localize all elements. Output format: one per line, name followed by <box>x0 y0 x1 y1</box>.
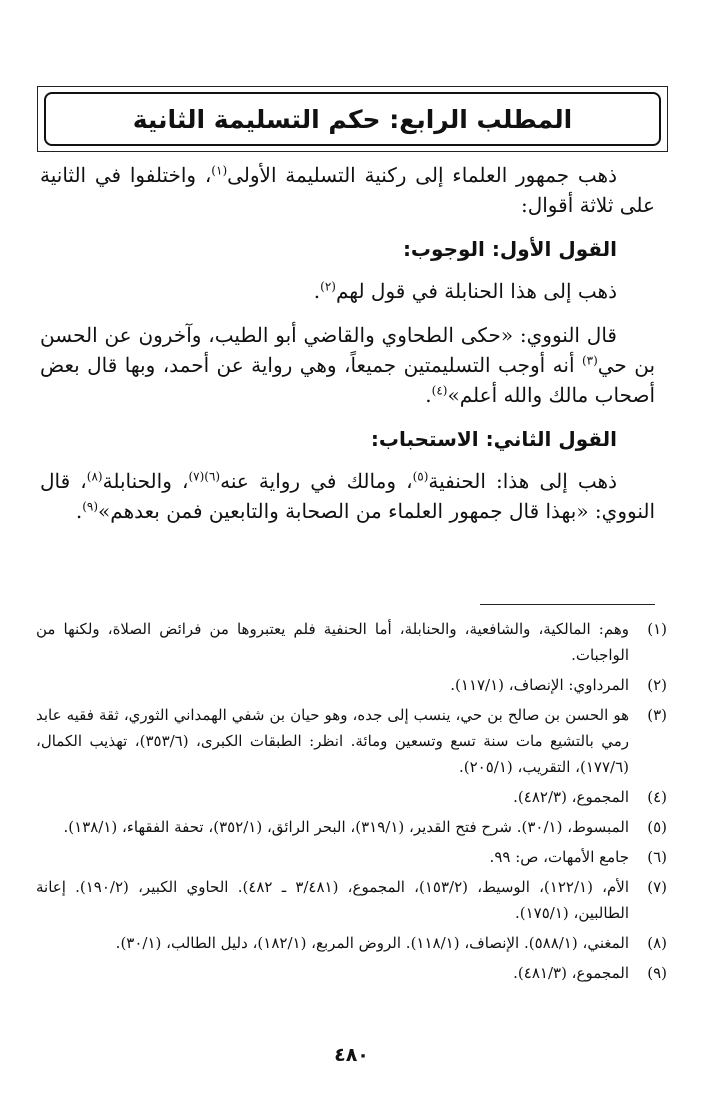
footnote-number: (٦) <box>647 848 667 866</box>
footnote-2 <box>36 672 667 698</box>
footnote-8 <box>36 930 667 956</box>
footnote-text: المرداوي: الإنصاف، (١١٧/١). <box>450 676 629 694</box>
footnote-9 <box>36 960 667 986</box>
footnote-ref-6[interactable]: (٦) <box>204 469 221 484</box>
footnote-number: (٣) <box>647 706 667 724</box>
footnote-ref-2[interactable]: (٢) <box>320 279 336 294</box>
section-title-box <box>44 92 661 146</box>
footnote-ref-1[interactable]: (١) <box>211 163 228 178</box>
footnote-number: (٥) <box>647 818 667 836</box>
footnote-text: المجموع، (٤٨٢/٣). <box>513 788 629 806</box>
footnote-ref-3[interactable]: (٣) <box>581 353 598 368</box>
footnote-4 <box>36 784 667 810</box>
first-opinion-end: . <box>313 279 321 303</box>
footnote-ref-7[interactable]: (٧) <box>188 469 205 484</box>
footnote-5 <box>36 814 667 840</box>
second-opinion-quote: ، قال النووي: «بهذا قال جمهور العلماء من الصحابة والتابعين فمن بعدهم» <box>40 469 655 523</box>
footnote-text: وهم: المالكية، والشافعية، والحنابلة، أما الحنفية فلم يعتبروها من فرائض الصلاة، ولكنها من الواجبات. <box>36 620 629 664</box>
page-number: ٤٨٠ <box>334 1044 369 1066</box>
nawawi-quote-text: قال النووي: «حكى الطحاوي والقاضي أبو الطيب، وآخرون عن الحسن بن حي <box>40 323 656 377</box>
nawawi-quote-end: . <box>425 383 432 407</box>
footnote-ref-8[interactable]: (٨) <box>86 469 103 484</box>
footnote-text: المبسوط، (٣٠/١). شرح فتح القدير، (٣١٩/١)، البحر الرائق، (٣٥٢/١)، تحفة الفقهاء، (١٣٨/١). <box>63 818 629 836</box>
footnotes-list <box>36 616 667 990</box>
footnote-number: (٤) <box>647 788 667 806</box>
intro-text: ذهب جمهور العلماء إلى ركنية التسليمة الأولى <box>227 163 617 187</box>
second-opinion-cont: ، ومالك في رواية عنه <box>220 469 413 493</box>
footnote-6 <box>36 844 667 870</box>
footnote-text: المغني، (٥٨٨/١). الإنصاف، (١١٨/١). الروض المربع، (١٨٢/١)، دليل الطالب، (٣٠/١). <box>115 934 629 952</box>
footnote-text: الأم، (١٢٢/١)، الوسيط، (١٥٣/٢)، المجموع، (٣/٤٨١ ـ ٤٨٢). الحاوي الكبير، (١٩٠/٢). إعانة الطالبين، (١٧٥/١). <box>36 878 629 922</box>
second-opinion-cont2: ، والحنابلة <box>102 469 189 493</box>
footnote-number: (٩) <box>647 964 667 982</box>
second-opinion-paragraph <box>40 466 655 526</box>
intro-paragraph <box>40 160 655 220</box>
footnote-3 <box>36 702 667 780</box>
footnote-text: جامع الأمهات، ص: ٩٩. <box>489 848 629 866</box>
footnote-7 <box>36 874 667 926</box>
nawawi-quote-paragraph <box>40 320 655 410</box>
second-opinion-heading: القول الثاني: الاستحباب: <box>370 427 617 451</box>
footnote-1 <box>36 616 667 668</box>
first-opinion-heading: القول الأول: الوجوب: <box>402 237 617 261</box>
intro-text-cont: ، واختلفوا في الثانية على ثلاثة أقوال: <box>40 163 655 217</box>
main-text <box>40 160 655 540</box>
footnote-ref-4[interactable]: (٤) <box>431 383 448 398</box>
first-opinion-text: ذهب إلى هذا الحنابلة في قول لهم <box>335 279 617 303</box>
footnote-number: (٢) <box>647 676 667 694</box>
footnote-number: (٨) <box>647 934 667 952</box>
footnote-separator <box>480 604 655 605</box>
footnote-number: (١) <box>647 620 667 638</box>
footnote-text: هو الحسن بن صالح بن حي، ينسب إلى جده، وهو حيان بن شفي الهمداني الثوري، ثقة فقيه عابد رمي بالتشيع مات سنة تسع وتسعين ومائة. انظر: الطبقات الكبرى، (٣٥٣/٦)، تهذيب الكمال، (١٧٧/٦)، التقريب، (٢٠٥/١). <box>36 706 629 776</box>
footnote-text: المجموع، (٤٨١/٣). <box>513 964 629 982</box>
nawawi-quote-cont: أنه أوجب التسليمتين جميعاً، وهي رواية عن أحمد، وبها قال بعض أصحاب مالك والله أعلم» <box>40 353 655 407</box>
first-opinion-paragraph <box>40 276 655 306</box>
footnote-ref-5[interactable]: (٥) <box>412 469 429 484</box>
second-opinion-end: . <box>75 499 83 523</box>
section-title: المطلب الرابع: حكم التسليمة الثانية <box>132 104 573 134</box>
section-title-frame <box>37 86 668 152</box>
footnote-number: (٧) <box>647 878 667 896</box>
second-opinion-text: ذهب إلى هذا: الحنفية <box>428 469 618 493</box>
footnote-ref-9[interactable]: (٩) <box>82 499 99 514</box>
